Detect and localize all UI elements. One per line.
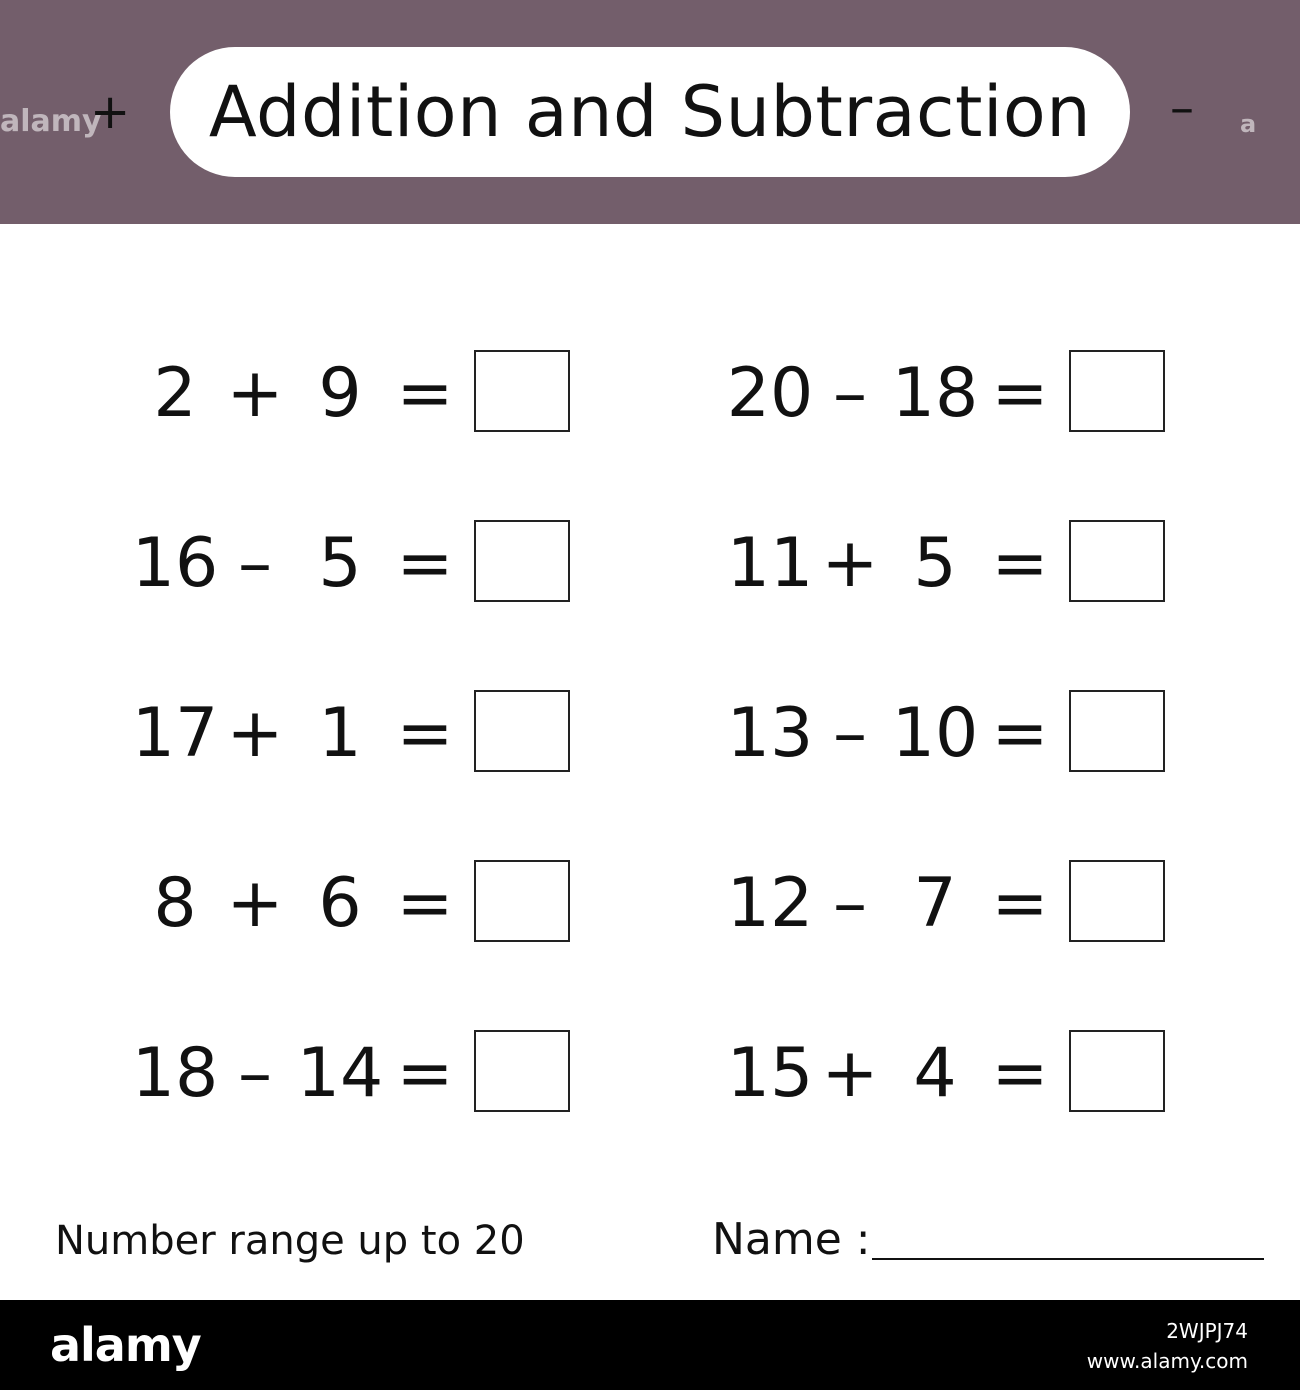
problem-row — [110, 480, 580, 650]
problems-left-column — [110, 310, 580, 1160]
operator: + — [821, 524, 879, 603]
operand-a: 8 — [153, 864, 197, 943]
equals-sign: = — [991, 864, 1049, 943]
operand-a: 20 — [726, 354, 814, 433]
operand-a: 2 — [153, 354, 197, 433]
stock-image-id: 2WJPJ74 — [1166, 1319, 1248, 1343]
operator: – — [833, 864, 867, 943]
watermark-left: alamy — [0, 104, 102, 139]
equals-sign: = — [991, 1034, 1049, 1113]
title-pill — [170, 47, 1130, 177]
equals-sign: = — [991, 694, 1049, 773]
answer-box[interactable] — [474, 1030, 570, 1112]
operator: – — [238, 1034, 272, 1113]
problem-row — [705, 650, 1175, 820]
operator: + — [226, 864, 284, 943]
problems-right-column — [705, 310, 1175, 1160]
answer-box[interactable] — [474, 520, 570, 602]
problem-row — [705, 820, 1175, 990]
operand-a: 18 — [131, 1034, 219, 1113]
stock-image-info — [1087, 1316, 1248, 1376]
stock-site-url: www.alamy.com — [1086, 1349, 1248, 1373]
operator: – — [238, 524, 272, 603]
operator: + — [226, 694, 284, 773]
minus-symbol: – — [1170, 80, 1194, 136]
answer-box[interactable] — [1069, 350, 1165, 432]
operand-b: 6 — [318, 864, 362, 943]
problem-row — [705, 990, 1175, 1160]
equals-sign: = — [991, 524, 1049, 603]
answer-box[interactable] — [1069, 860, 1165, 942]
operand-a: 11 — [726, 524, 814, 603]
operand-a: 13 — [726, 694, 814, 773]
equals-sign: = — [991, 354, 1049, 433]
operator: + — [226, 354, 284, 433]
name-field-line[interactable] — [872, 1258, 1264, 1260]
problem-row — [705, 310, 1175, 480]
watermark-right: a — [1240, 110, 1257, 138]
operand-b: 9 — [318, 354, 362, 433]
problem-row — [110, 820, 580, 990]
stock-footer-bar — [0, 1300, 1300, 1390]
operand-a: 12 — [726, 864, 814, 943]
plus-symbol: + — [90, 84, 131, 140]
operand-b: 14 — [296, 1034, 384, 1113]
problem-row — [110, 310, 580, 480]
answer-box[interactable] — [1069, 690, 1165, 772]
operand-a: 17 — [131, 694, 219, 773]
equals-sign: = — [396, 694, 454, 773]
answer-box[interactable] — [474, 350, 570, 432]
answer-box[interactable] — [474, 690, 570, 772]
operator: – — [833, 694, 867, 773]
operand-a: 15 — [726, 1034, 814, 1113]
answer-box[interactable] — [1069, 1030, 1165, 1112]
operand-b: 7 — [913, 864, 957, 943]
problem-row — [110, 990, 580, 1160]
answer-box[interactable] — [1069, 520, 1165, 602]
operand-b: 5 — [318, 524, 362, 603]
operand-b: 18 — [891, 354, 979, 433]
answer-box[interactable] — [474, 860, 570, 942]
operator: – — [833, 354, 867, 433]
stock-logo: alamy — [50, 1318, 201, 1372]
equals-sign: = — [396, 864, 454, 943]
problem-row — [110, 650, 580, 820]
header-banner — [0, 0, 1300, 224]
operand-b: 10 — [891, 694, 979, 773]
operand-b: 4 — [913, 1034, 957, 1113]
operator: + — [821, 1034, 879, 1113]
number-range-label: Number range up to 20 — [55, 1218, 525, 1264]
name-label: Name : — [712, 1214, 871, 1265]
equals-sign: = — [396, 524, 454, 603]
operand-b: 5 — [913, 524, 957, 603]
equals-sign: = — [396, 1034, 454, 1113]
operand-b: 1 — [318, 694, 362, 773]
equals-sign: = — [396, 354, 454, 433]
problem-row — [705, 480, 1175, 650]
page-title: Addition and Subtraction — [208, 71, 1092, 153]
operand-a: 16 — [131, 524, 219, 603]
